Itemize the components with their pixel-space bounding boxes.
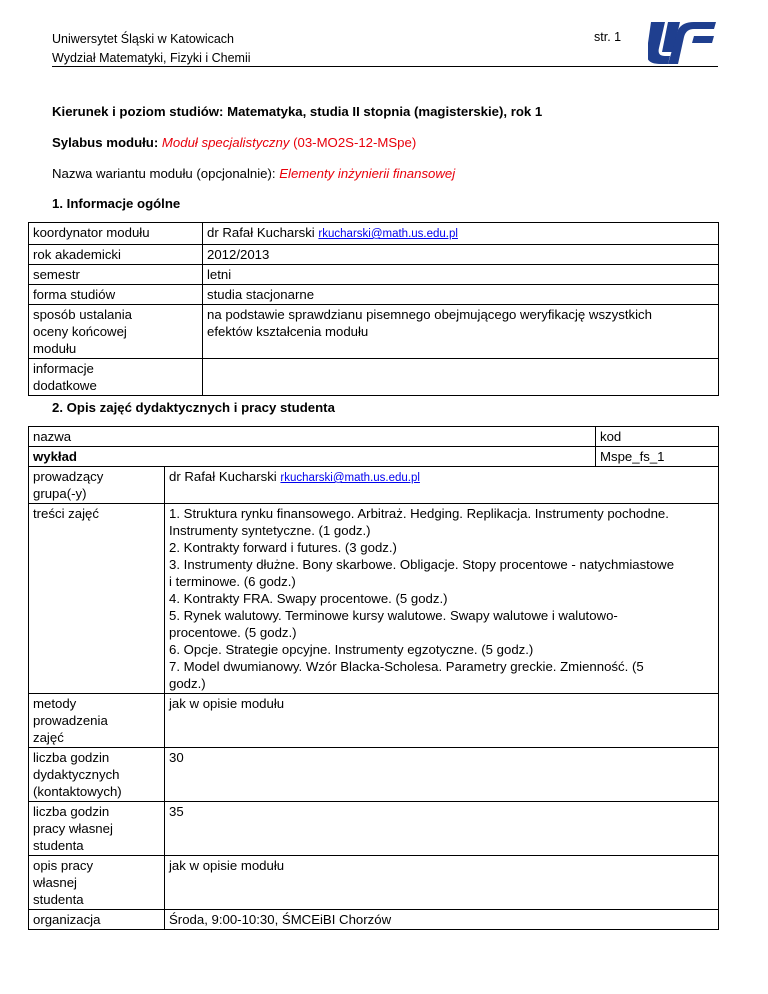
us-logo-icon: [648, 20, 718, 66]
self-hours-label-line: pracy własnej: [33, 821, 113, 836]
methods-label-line: zajęć: [33, 730, 64, 745]
methods-value: jak w opisie modułu: [165, 694, 719, 748]
organization-value: Środa, 9:00-10:30, ŚMCEiBI Chorzów: [165, 910, 719, 930]
extra-info-label: [29, 359, 203, 396]
self-work-label-line: opis pracy: [33, 858, 94, 873]
content-line: 7. Model dwumianowy. Wzór Blacka-Scholesa. Parametry greckie. Zmienność. (5: [169, 659, 644, 674]
table-row: [29, 694, 719, 748]
table-row: [29, 856, 719, 910]
grading-value-line: efektów kształcenia modułu: [207, 324, 369, 339]
program-line: Kierunek i poziom studiów: Matematyka, studia II stopnia (magisterskie), rok 1: [52, 104, 543, 119]
coordinator-name: dr Rafał Kucharski: [207, 225, 315, 240]
table-row: [29, 467, 719, 504]
content-line: 5. Rynek walutowy. Terminowe kursy walutowe. Swapy walutowe i walutowo-: [169, 608, 618, 623]
hours-label-line: dydaktycznych: [33, 767, 120, 782]
section-course-title: 2. Opis zajęć dydaktycznych i pracy studenta: [52, 400, 335, 415]
content-line: 2. Kontrakty forward i futures. (3 godz.): [169, 540, 397, 555]
extra-label-line: informacje: [33, 361, 94, 376]
lecturer-label-line: grupa(-y): [33, 486, 87, 501]
table-row: [29, 285, 719, 305]
self-hours-label: [29, 802, 165, 856]
hours-label-line: liczba godzin: [33, 750, 110, 765]
methods-label-line: prowadzenia: [33, 713, 108, 728]
table-row: [29, 447, 719, 467]
content-line: Instrumenty syntetyczne. (1 godz.): [169, 523, 371, 538]
self-work-value: jak w opisie modułu: [165, 856, 719, 910]
table-row: [29, 504, 719, 694]
table-row: [29, 427, 719, 447]
table-row: [29, 245, 719, 265]
kod-label: kod: [596, 427, 719, 447]
table-row: [29, 802, 719, 856]
semester-label: semestr: [29, 265, 203, 285]
table-row: [29, 305, 719, 359]
section-general-title: 1. Informacje ogólne: [52, 196, 181, 211]
content-value: [165, 504, 719, 694]
general-info-table: [28, 222, 719, 396]
methods-label: [29, 694, 165, 748]
syllabus-module: Moduł specjalistyczny: [161, 135, 290, 150]
grading-label: [29, 305, 203, 359]
hours-label: [29, 748, 165, 802]
header-divider: [52, 66, 718, 67]
table-row: [29, 910, 719, 930]
lecturer-label: [29, 467, 165, 504]
content-line: 6. Opcje. Strategie opcyjne. Instrumenty egzotyczne. (5 godz.): [169, 642, 534, 657]
content-line: i terminowe. (6 godz.): [169, 574, 296, 589]
lecturer-label-line: prowadzący: [33, 469, 104, 484]
name-label: nazwa: [29, 427, 596, 447]
faculty-name: Wydział Matematyki, Fizyki i Chemii: [52, 51, 251, 65]
grading-value-line: na podstawie sprawdzianu pisemnego obejmującego weryfikację wszystkich: [207, 307, 652, 322]
grading-label-line: sposób ustalania: [33, 307, 132, 322]
grading-value: [203, 305, 719, 359]
year-label: rok akademicki: [29, 245, 203, 265]
form-label: forma studiów: [29, 285, 203, 305]
syllabus-code: (03-MO2S-12-MSpe): [293, 135, 417, 150]
year-value: 2012/2013: [203, 245, 719, 265]
self-work-label-line: studenta: [33, 892, 84, 907]
hours-label-line: (kontaktowych): [33, 784, 122, 799]
content-line: 3. Instrumenty dłużne. Bony skarbowe. Obligacje. Stopy procentowe - natychmiastowe: [169, 557, 675, 572]
grading-label-line: modułu: [33, 341, 77, 356]
course-kod: Mspe_fs_1: [596, 447, 719, 467]
self-hours-value: 35: [165, 802, 719, 856]
lecturer-value: [165, 467, 719, 504]
variant-line: [52, 166, 455, 181]
page-number: str. 1: [594, 30, 622, 44]
content-label: treści zajęć: [29, 504, 165, 694]
self-hours-label-line: liczba godzin: [33, 804, 110, 819]
syllabus-label: Sylabus modułu:: [52, 135, 159, 150]
table-row: [29, 748, 719, 802]
self-work-label: [29, 856, 165, 910]
content-line: 4. Kontrakty FRA. Swapy procentowe. (5 godz.): [169, 591, 448, 606]
content-line: 1. Struktura rynku finansowego. Arbitraż. Hedging. Replikacja. Instrumenty pochodne.: [169, 506, 669, 521]
hours-value: 30: [165, 748, 719, 802]
course-table: [28, 426, 719, 930]
syllabus-line: [52, 135, 416, 150]
form-value: studia stacjonarne: [203, 285, 719, 305]
variant-name: Elementy inżynierii finansowej: [279, 166, 456, 181]
table-row: [29, 223, 719, 245]
university-name: Uniwersytet Śląski w Katowicach: [52, 32, 235, 46]
extra-info-value: [203, 359, 719, 396]
table-row: [29, 265, 719, 285]
lecturer-name: dr Rafał Kucharski: [169, 469, 277, 484]
coordinator-label: koordynator modułu: [29, 223, 203, 245]
grading-label-line: oceny końcowej: [33, 324, 127, 339]
semester-value: letni: [203, 265, 719, 285]
self-hours-label-line: studenta: [33, 838, 84, 853]
lecturer-email-link[interactable]: rkucharski@math.us.edu.pl: [280, 472, 420, 484]
content-line: godz.): [169, 676, 206, 691]
coordinator-email-link[interactable]: rkucharski@math.us.edu.pl: [318, 228, 458, 240]
organization-label: organizacja: [29, 910, 165, 930]
table-row: [29, 359, 719, 396]
extra-label-line: dodatkowe: [33, 378, 97, 393]
course-name: wykład: [29, 447, 596, 467]
variant-label: Nazwa wariantu modułu (opcjonalnie):: [52, 166, 276, 181]
methods-label-line: metody: [33, 696, 77, 711]
content-line: procentowe. (5 godz.): [169, 625, 297, 640]
header-institution: [52, 30, 251, 68]
self-work-label-line: własnej: [33, 875, 77, 890]
coordinator-value: [203, 223, 719, 245]
